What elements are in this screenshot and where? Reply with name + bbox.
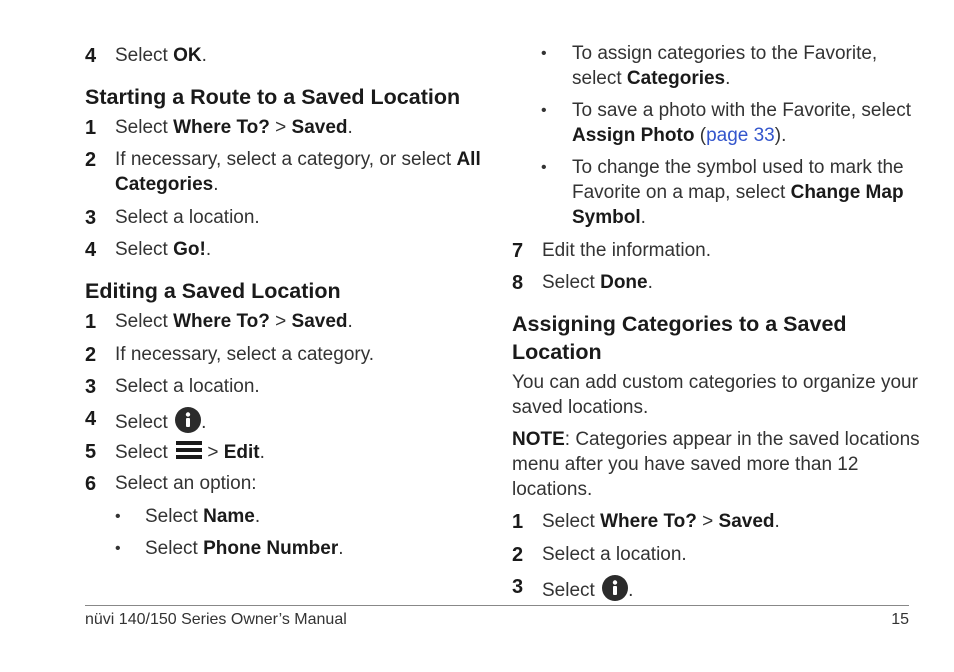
menu-icon bbox=[176, 440, 202, 460]
step-number: 7 bbox=[512, 240, 524, 262]
bullet-text bbox=[572, 206, 646, 230]
step-text-part: > bbox=[202, 442, 224, 463]
step-text bbox=[115, 440, 265, 465]
step-text-part: Select bbox=[115, 239, 174, 260]
note-label: NOTE bbox=[512, 429, 565, 450]
assign-photo-label: Assign Photo bbox=[572, 125, 695, 146]
step-text-part: select bbox=[572, 68, 627, 89]
bullet-text bbox=[572, 124, 786, 148]
paragraph-line: You can add custom categories to organize your bbox=[512, 372, 918, 393]
step-text-part: Favorite on a map, select bbox=[572, 182, 791, 203]
saved-label: Saved bbox=[291, 311, 348, 332]
section-heading: Editing a Saved Location bbox=[85, 279, 341, 303]
step-text: Select a location. bbox=[115, 376, 260, 397]
page-link[interactable]: page 33 bbox=[706, 125, 775, 146]
change-map-label: Change Map bbox=[790, 182, 904, 203]
step-number: 3 bbox=[85, 207, 97, 229]
step-text-part: > bbox=[269, 117, 292, 138]
step-text-part: Select bbox=[145, 506, 204, 527]
step-text-part: Select bbox=[542, 272, 601, 293]
step-number: 3 bbox=[85, 376, 97, 398]
section-heading: Location bbox=[512, 340, 602, 364]
bullet-text: To change the symbol used to mark the bbox=[572, 157, 904, 178]
step-text bbox=[542, 510, 780, 534]
ok-label: OK bbox=[173, 45, 202, 66]
step-text-part: Select bbox=[115, 442, 174, 463]
step-number: 5 bbox=[85, 441, 97, 463]
step-text bbox=[542, 575, 633, 603]
step-number: 2 bbox=[512, 544, 524, 566]
step-number: 2 bbox=[85, 344, 97, 366]
step-text bbox=[115, 238, 211, 262]
categories-label: Categories bbox=[626, 68, 726, 89]
step-text-part: Select bbox=[145, 538, 204, 559]
note-line bbox=[512, 428, 920, 452]
step-text: If necessary, select a category. bbox=[115, 344, 375, 365]
note-line: menu after you have saved more than 12 bbox=[512, 454, 859, 475]
step-text-part: ( bbox=[694, 125, 707, 146]
step-text-part: . bbox=[347, 117, 353, 138]
done-label: Done bbox=[600, 272, 648, 293]
step-text-part: Select bbox=[542, 511, 601, 532]
step-text-part: ). bbox=[774, 125, 787, 146]
bullet: • bbox=[541, 45, 547, 62]
step-text-part: . bbox=[254, 506, 261, 527]
bullet: • bbox=[115, 508, 121, 525]
all-label: All bbox=[456, 149, 481, 170]
step-text: Edit the information. bbox=[542, 240, 711, 261]
where-to-label: Where To? bbox=[173, 117, 270, 138]
section-heading: Assigning Categories to a Saved bbox=[512, 312, 847, 336]
step-text-part: Select bbox=[115, 412, 174, 433]
step-text-part: . bbox=[201, 45, 207, 66]
footer-divider bbox=[85, 605, 909, 606]
bullet-text bbox=[572, 67, 730, 91]
where-to-label: Where To? bbox=[600, 511, 697, 532]
step-text: Select a location. bbox=[542, 544, 687, 565]
step-number: 3 bbox=[512, 576, 524, 598]
step-text-part: Select bbox=[115, 311, 174, 332]
phone-number-label: Phone Number bbox=[203, 538, 339, 559]
step-text-part: . bbox=[647, 272, 653, 293]
bullet-text bbox=[572, 181, 904, 205]
info-circle-icon bbox=[175, 407, 201, 433]
step-text bbox=[115, 173, 218, 197]
bullet: • bbox=[115, 540, 121, 557]
step-text-part: . bbox=[205, 239, 212, 260]
step-text-part: . bbox=[774, 511, 780, 532]
step-text-part: Select bbox=[115, 45, 174, 66]
bullet-text bbox=[145, 505, 260, 529]
where-to-label: Where To? bbox=[173, 311, 270, 332]
step-text-part: . bbox=[347, 311, 353, 332]
step-text-part: . bbox=[725, 68, 731, 89]
step-text-part: . bbox=[640, 207, 646, 228]
step-number: 4 bbox=[85, 408, 97, 430]
section-heading: Starting a Route to a Saved Location bbox=[85, 85, 461, 109]
page-number: 15 bbox=[891, 611, 909, 628]
bullet: • bbox=[541, 159, 547, 176]
step-text bbox=[115, 44, 207, 68]
saved-label: Saved bbox=[718, 511, 775, 532]
step-text-part: . bbox=[201, 412, 207, 433]
step-text: Select a location. bbox=[115, 207, 260, 228]
step-text bbox=[115, 116, 353, 140]
step-text bbox=[115, 407, 206, 435]
edit-label: Edit bbox=[223, 442, 260, 463]
step-text-part: . bbox=[213, 174, 219, 195]
step-text bbox=[542, 271, 653, 295]
symbol-label: Symbol bbox=[572, 207, 641, 228]
step-text-part: . bbox=[338, 538, 344, 559]
paragraph-line: saved locations. bbox=[512, 397, 649, 418]
step-number: 2 bbox=[85, 149, 97, 171]
step-text-part: > bbox=[696, 511, 719, 532]
bullet-text: To save a photo with the Favorite, select bbox=[572, 100, 912, 121]
note-line: locations. bbox=[512, 479, 593, 500]
step-number: 1 bbox=[85, 117, 97, 139]
step-text-part: . bbox=[628, 580, 634, 601]
step-number: 4 bbox=[85, 239, 97, 261]
step-text-part: Select bbox=[115, 117, 174, 138]
step-text-part: If necessary, select a category, or select bbox=[115, 149, 457, 170]
step-number: 6 bbox=[85, 473, 97, 495]
step-number: 4 bbox=[85, 45, 97, 67]
bullet-text: To assign categories to the Favorite, bbox=[572, 43, 878, 64]
step-text-part: > bbox=[269, 311, 292, 332]
categories-label: Categories bbox=[115, 174, 214, 195]
step-text: Select an option: bbox=[115, 473, 257, 494]
info-circle-icon bbox=[602, 575, 628, 601]
step-text-part: Select bbox=[542, 580, 601, 601]
step-number: 1 bbox=[85, 311, 97, 333]
bullet-text bbox=[145, 537, 344, 561]
step-number: 1 bbox=[512, 511, 524, 533]
note-text: : Categories appear in the saved locations bbox=[564, 429, 920, 450]
step-text bbox=[115, 310, 353, 334]
step-text bbox=[115, 148, 481, 172]
go-label: Go! bbox=[173, 239, 206, 260]
step-text-part: . bbox=[259, 442, 265, 463]
bullet: • bbox=[541, 102, 547, 119]
manual-title: nüvi 140/150 Series Owner’s Manual bbox=[85, 611, 347, 628]
name-label: Name bbox=[203, 506, 255, 527]
saved-label: Saved bbox=[291, 117, 348, 138]
step-number: 8 bbox=[512, 272, 524, 294]
